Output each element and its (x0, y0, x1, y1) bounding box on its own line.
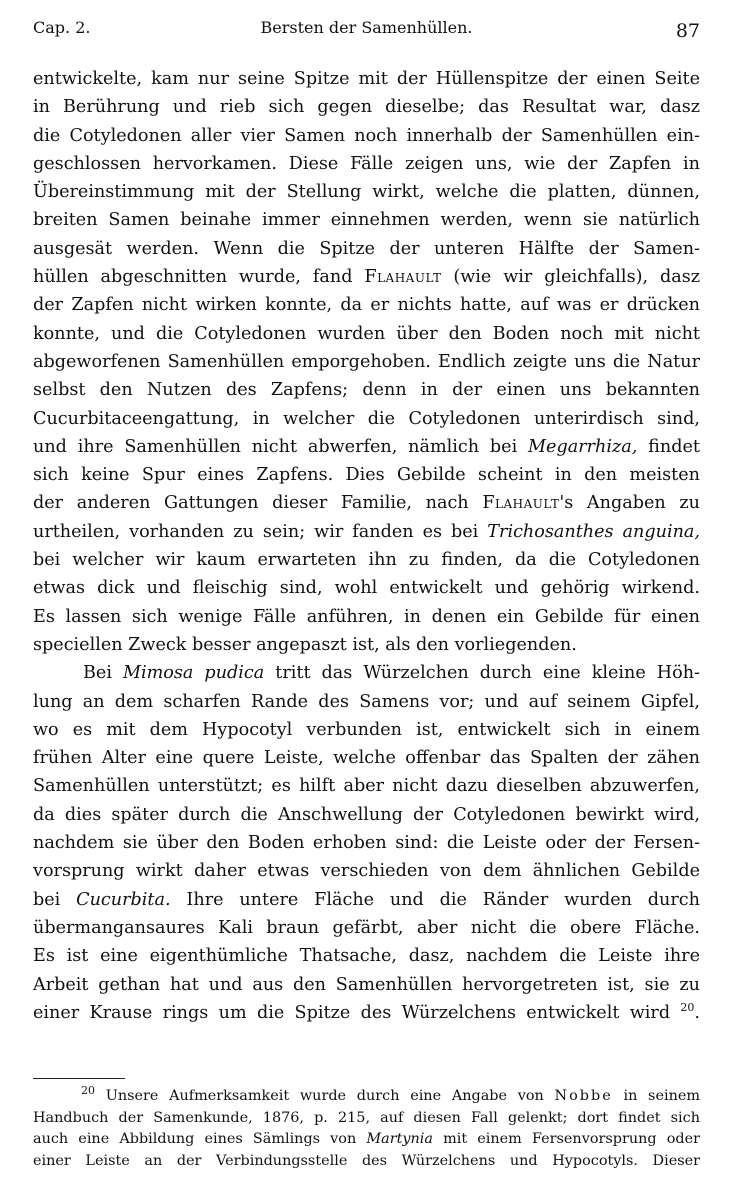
italic-term: Cucurbita. (76, 889, 171, 910)
body-line (33, 461, 700, 489)
body-line (33, 801, 700, 829)
body-line (33, 206, 700, 234)
text-segment: der Zapfen nicht wirken konnte, da er nichts hatte, auf was er drücken (33, 295, 700, 316)
text-segment: nachdem sie über den Boden erhoben sind: die Leiste oder der Fersen- (33, 833, 700, 854)
text-segment: entwickelte, kam nur seine Spitze mit der Hüllenspitze der einen Seite (33, 69, 700, 89)
footnote-line (33, 1086, 700, 1108)
body-line (33, 348, 700, 376)
body-line (33, 942, 700, 970)
text-segment: konnte, und die Cotyledonen wurden über den Boden noch mit nicht (33, 323, 700, 344)
text-segment: auch eine Abbildung eines Sämlings von (33, 1131, 367, 1147)
text-segment: Arbeit gethan hat und aus den Samenhüllen hervorgetreten ist, sie zu (33, 974, 700, 995)
footnote-line (33, 1108, 700, 1130)
body-line (33, 886, 700, 914)
text-segment: tritt das Würzelchen durch eine kleine Höh- (264, 663, 700, 684)
body-line (33, 235, 700, 263)
body-line (33, 263, 700, 291)
text-segment: Cucurbitaceengattung, in welcher die Cotyledonen unterirdisch sind, (33, 408, 700, 429)
text-segment: (wie wir gleichfalls), dasz (441, 267, 700, 288)
author-name: Nobbe (554, 1088, 613, 1104)
body-line (33, 971, 700, 999)
body-line (33, 405, 700, 433)
body-line (33, 631, 700, 659)
body-line (33, 574, 700, 602)
text-segment: findet (637, 436, 700, 457)
body-text (33, 65, 700, 1027)
text-segment: abgeworfenen Samenhüllen emporgehoben. Endlich zeigte uns die Natur (33, 351, 700, 372)
text-segment: die Cotyledonen aller vier Samen noch innerhalb der Samenhüllen ein- (33, 125, 700, 146)
text-segment: sich keine Spur eines Zapfens. Dies Gebilde scheint in den meisten (33, 465, 700, 486)
italic-term: Megarrhiza, (528, 436, 638, 457)
text-segment: vorsprung wirkt daher etwas verschieden von dem ähnlichen Gebilde (33, 861, 700, 882)
text-segment: frühen Alter eine quere Leiste, welche offenbar das Spalten der zähen (33, 748, 700, 769)
text-segment: lung an dem scharfen Rande des Samens vor; und auf seinem Gipfel, (33, 691, 700, 712)
text-segment: Unsere Aufmerksamkeit wurde durch eine Angabe von (95, 1088, 555, 1104)
text-segment: übermangansaures Kali braun gefärbt, aber nicht die obere Fläche. (33, 917, 700, 938)
body-line (33, 65, 700, 93)
text-segment: wo es mit dem Hypocotyl verbunden ist, entwickelt sich in einem (33, 719, 700, 740)
italic-term: Martynia (366, 1131, 433, 1147)
body-line (33, 688, 700, 716)
running-header (33, 18, 700, 44)
body-line (33, 320, 700, 348)
text-segment: und ihre Samenhüllen nicht abwerfen, nämlich bei (33, 436, 529, 457)
body-line (33, 914, 700, 942)
footnote-line (33, 1129, 700, 1151)
text-segment: geschlossen hervorkamen. Diese Fälle zeigen uns, wie der Zapfen in (33, 153, 700, 174)
text-segment: Samenhüllen unterstützt; es hilft aber nicht dazu dieselben abzuwerfen, (33, 776, 700, 797)
body-line (33, 603, 700, 631)
text-segment: . (694, 1002, 700, 1023)
body-line (33, 999, 700, 1027)
body-line (33, 829, 700, 857)
chapter-label: Cap. 2. (33, 18, 91, 37)
body-line (33, 291, 700, 319)
body-line (33, 518, 700, 546)
author-name: Flahault (364, 267, 442, 288)
text-segment: bei (33, 889, 77, 910)
text-segment: selbst den Nutzen des Zapfens; denn in der einen uns bekannten (33, 380, 700, 401)
running-title: Bersten der Samenhüllen. (260, 18, 473, 37)
body-line (33, 716, 700, 744)
body-line (33, 93, 700, 121)
text-segment: hüllen abgeschnitten wurde, fand (33, 267, 365, 288)
text-segment: Bei (83, 663, 123, 684)
text-segment: Ihre untere Fläche und die Ränder wurden durch (170, 889, 700, 910)
body-line (33, 122, 700, 150)
text-segment: Es lassen sich wenige Fälle anführen, in denen ein Gebilde für einen (33, 606, 700, 627)
text-segment: einer Leiste an der Verbindungsstelle des Würzelchens und Hypocotyls. Dieser (33, 1152, 700, 1169)
body-line (33, 178, 700, 206)
text-segment: ausgesät werden. Wenn die Spitze der unteren Hälfte der Samen- (33, 238, 700, 259)
text-segment: urtheilen, vorhanden zu sein; wir fanden es bei (33, 521, 488, 542)
text-segment: breiten Samen beinahe immer einnehmen werden, wenn sie natürlich (33, 210, 700, 231)
text-segment: Übereinstimmung mit der Stellung wirkt, welche die platten, dünnen, (33, 182, 700, 203)
footnote-line (33, 1151, 700, 1173)
body-line (33, 489, 700, 517)
body-line (33, 857, 700, 885)
page-number: 87 (675, 20, 700, 42)
text-segment: 's Angaben zu (559, 493, 700, 514)
text-segment: Es ist eine eigenthümliche Thatsache, dasz, nachdem die Leiste ihre (33, 946, 700, 967)
text-segment: in seinem (612, 1088, 700, 1104)
italic-term: Trichosanthes anguina, (487, 521, 700, 542)
body-line (33, 744, 700, 772)
body-line (33, 659, 700, 687)
text-segment: da dies später durch die Anschwellung der Cotyledonen bewirkt wird, (33, 804, 700, 825)
body-line (33, 150, 700, 178)
footnote-marker: 20 (680, 1000, 695, 1014)
text-segment: der anderen Gattungen dieser Familie, nach (33, 493, 483, 514)
body-line (33, 772, 700, 800)
text-segment: einer Krause rings um die Spitze des Würzelchens entwickelt wird (33, 1002, 681, 1023)
text-segment: in Berührung und rieb sich gegen dieselbe; das Resultat war, dasz (33, 97, 700, 118)
body-line (33, 376, 700, 404)
text-segment: Handbuch der Samenkunde, 1876, p. 215, auf diesen Fall gelenkt; dort findet sich (33, 1109, 700, 1126)
text-segment: mit einem Fersenvorsprung oder (432, 1131, 701, 1147)
author-name: Flahault (482, 493, 560, 514)
text-segment: etwas dick und fleischig sind, wohl entwickelt und gehörig wirkend. (33, 578, 700, 599)
italic-term: Mimosa pudica (122, 663, 265, 684)
footnote-marker: 20 (81, 1084, 95, 1098)
text-segment: bei welcher wir kaum erwarteten ihn zu finden, da die Cotyledonen (33, 550, 700, 571)
footnote-rule (33, 1078, 125, 1079)
body-line (33, 433, 700, 461)
footnote (33, 1086, 700, 1172)
body-line (33, 546, 700, 574)
text-segment: speciellen Zweck besser angepaszt ist, als den vorliegenden. (33, 634, 577, 655)
